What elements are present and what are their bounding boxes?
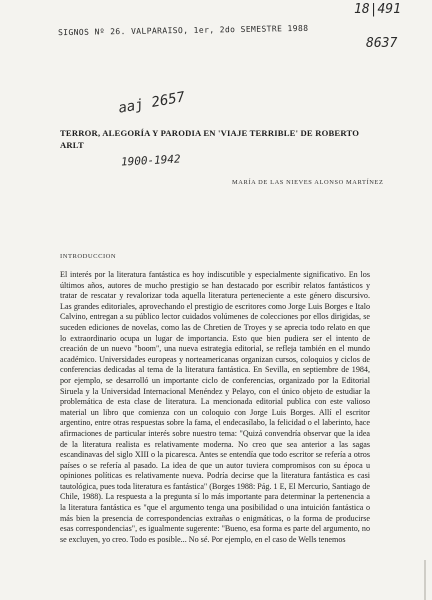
scan-edge-mark (424, 560, 426, 600)
section-heading: INTRODUCCION (60, 253, 117, 260)
article-body (60, 270, 370, 545)
body-paragraph: El interés por la literatura fantástica es hoy indiscutible y especialmente significativo. En los últimos años, autores de mucho prestigio se han destacado por escribir relatos fantásticos y tratar de rescatar y revalorizar toda aquella literatura perteneciente a este género discursivo. Las grandes editoriales, aprovechando el prestigio de escritores como Jorge Luis Borges e Italo Calvino, entregan a su público lector cuidados volúmenes de colecciones por ellos dirigidas, se suceden ediciones de novelas, como las de Chretien de Troyes y se aprecia todo relato en que lo extraordinario ocupa un lugar de importancia. Esto que bien pudiera ser el intento de creación de un nuevo "boom", una nueva estrategia editorial, se refleja también en el mundo académico. Universidades europeas y norteamericanas organizan cursos, coloquios y ciclos de conferencias dedicadas al tema de la literatura fantástica. En Sevilla, en septiembre de 1984, por ejemplo, se desarrolló un importante ciclo de conferencias, organizado por la Editorial Siruela y la Universidad Internacional Menéndez y Pelayo, con el único objeto de estudiar la problemática de esta clase de literatura. La mencionada editorial publica con este valioso material un libro que comienza con un coloquio con Jorge Luis Borges. Allí el escritor argentino, entre otras respuestas sobre la fama, el endecasílabo, la felicidad o el laberinto, hace afirmaciones de particular interés sobre nuestro tema: "Quizá convendría observar que la idea de la literatura realista es relativamente moderna. No creo que sea anterior a las sagas escandinavas del siglo XIII o la picaresca. Antes se entendía que todo escritor se refería a otros países o se refería al pasado. La idea de que un autor tuviera compromisos con su época u opiniones políticas es relativamente nueva. Podría decirse que la literatura fantástica es casi tautológica, pues toda literatura es fantástica" (Borges 1988: Pág. 1 E, El Mercurio, Santiago de Chile, 1988). La respuesta a la pregunta sí lo más importante para determinar la pertenencia a la literatura fantástica es "que el argumento tenga una posibilidad o una intuición fantástica o más bien la presencia de correspondencias extrañas o enigmáticas, o la forma de producirse esas correspondencias", es igualmente sugerente: "Bueno, esa forma es parte del argumento, no se excluyen, yo creo. Todo es posible... No sé. Por ejemplo, en el caso de Wells tenemos (60, 270, 370, 544)
journal-citation-handwritten: SIGNOS Nº 26. VALPARAISO, 1er, 2do SEMESTRE 1988 (57, 23, 309, 38)
call-number-handwritten-secondary: 8637 (366, 36, 398, 51)
author-dates-handwritten: 1900-1942 (120, 152, 181, 169)
call-number-handwritten: 18|491 (354, 2, 401, 17)
article-author: MARÍA DE LAS NIEVES ALONSO MARTÍNEZ (232, 179, 384, 186)
library-stamp-handwritten: aaj 2657 (117, 89, 187, 117)
article-title: TERROR, ALEGORÍA Y PARODIA EN 'VIAJE TERRIBLE' DE ROBERTO ARLT (60, 128, 360, 150)
